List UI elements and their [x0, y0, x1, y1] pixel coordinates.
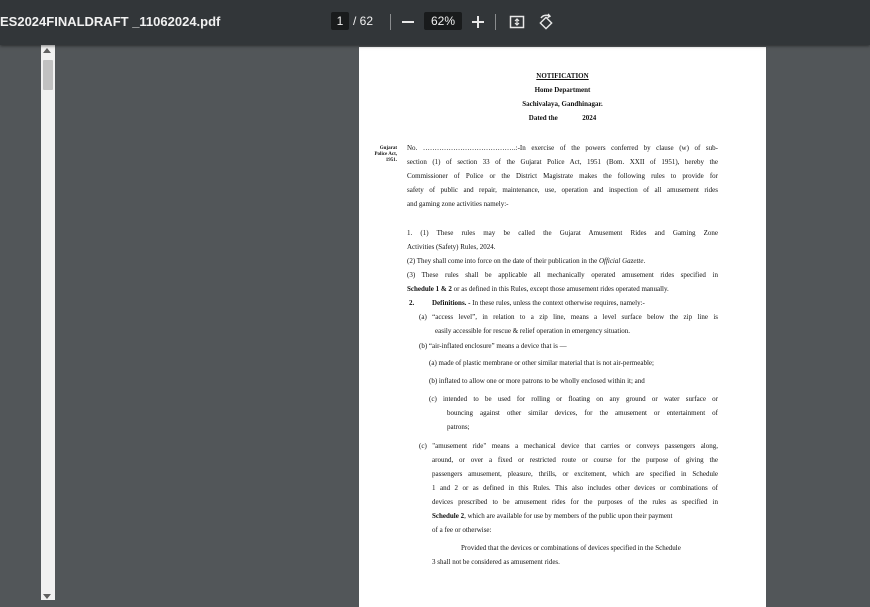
toolbar-divider: [390, 14, 391, 30]
dated-line: Dated the 2024: [528, 114, 597, 122]
definition-c-line: of a fee or otherwise:: [432, 526, 492, 534]
rule-1-line: 1. (1) These rules may be called the Gujarat Amusement Rides and Gaming Zone: [407, 229, 718, 237]
toolbar-divider: [495, 14, 496, 30]
definition-c-line: 1 and 2 or as defined in this Rules. This also includes other devices or combinations of: [432, 484, 718, 492]
zoom-in-icon[interactable]: [471, 12, 485, 32]
proviso-line: Provided that the devices or combinations of devices specified in the Schedule: [461, 544, 681, 552]
definitions-line: [432, 299, 645, 308]
definitions-number: 2.: [409, 299, 415, 307]
definition-c-line: (c) "amusement ride" means a mechanical device that carries or conveys passengers along,: [419, 442, 718, 450]
schedule-ref: Schedule 2: [432, 512, 465, 520]
rule-1-3-line: [407, 285, 669, 294]
scroll-up-arrow-icon[interactable]: [43, 48, 51, 53]
official-gazette-text: Official Gazette: [598, 257, 644, 265]
definition-a-line: (a) “access level”, in relation to a zip line, means a level surface below the zip line is: [419, 313, 718, 321]
page-number-input[interactable]: 1: [331, 12, 349, 30]
sidebar-scrollbar[interactable]: [41, 45, 55, 600]
rule-1-3-line: (3) These rules shall be applicable all mechanically operated amusement rides specified in: [407, 271, 718, 279]
scrollbar-thumb[interactable]: [43, 60, 53, 90]
pdf-toolbar: [0, 0, 870, 45]
rule-1-line: Activities (Safety) Rules, 2024.: [407, 243, 496, 251]
definition-b-item: (b) inflated to allow one or more patrons to be wholly enclosed within it; and: [429, 377, 645, 385]
definitions-heading: Definitions. -: [432, 299, 471, 307]
rule-1-2-line: [407, 257, 645, 266]
definition-c-line: around, or over a fixed or restricted route or course for the purpose of giving the: [432, 456, 718, 464]
rule-text: .: [643, 257, 646, 265]
page-total: / 62: [353, 14, 374, 28]
preamble-line: section (1) of section 33 of the Gujarat Police Act, 1951 (Bom. XXII of 1951), hereby the: [407, 158, 718, 166]
definition-b-item: (c) intended to be used for rolling or floating on any ground or water surface or: [429, 395, 718, 403]
preamble-line: No. ………………………………….:-In exercise of the powers conferred by clause (w) of sub-: [407, 144, 718, 152]
department-line: Home Department: [534, 86, 591, 94]
definition-b-item: bouncing against other similar devices, for the amusement or entertainment of: [447, 409, 718, 417]
definition-c-line: passengers amusement, pleasure, thrills, or excitement, which are specified in Schedule: [432, 470, 718, 478]
rotate-icon[interactable]: [537, 13, 555, 31]
notification-heading: NOTIFICATION: [536, 72, 589, 80]
definition-b-item: patrons;: [447, 423, 470, 431]
zoom-out-icon[interactable]: [401, 12, 415, 32]
rule-text: or as defined in this Rules, except those amusement rides operated manually.: [451, 285, 669, 293]
scroll-down-arrow-icon[interactable]: [43, 594, 51, 599]
proviso-line: 3 shall not be considered as amusement rides.: [432, 558, 560, 566]
document-title: ES2024FINALDRAFT _11062024.pdf: [0, 14, 221, 29]
definition-b-item: (a) made of plastic membrane or other similar material that is not air-permeable;: [429, 359, 654, 367]
definition-b-line: (b) “air-inflated enclosure” means a device that is —: [419, 342, 567, 350]
margin-note: Gujarat Police Act, 1951.: [374, 146, 397, 163]
definition-a-line: easily accessible for rescue & relief operation in emergency situation.: [435, 327, 631, 335]
preamble-line: Commissioner of Police or the District Magistrate makes the following rules to provide for: [407, 172, 718, 180]
pdf-page: [359, 47, 766, 607]
fit-page-icon[interactable]: [509, 14, 525, 30]
zoom-level-input[interactable]: 62%: [424, 12, 462, 30]
definition-c-line: [432, 512, 672, 521]
rule-text: (2) They shall come into force on the date of their publication in the: [407, 257, 599, 265]
definition-c-line: devices prescribed to be amusement rides for the purposes of the rules as specified in: [432, 498, 718, 506]
definition-text: , which are available for use by members of the public upon their payment: [464, 512, 673, 520]
definitions-text: In these rules, unless the context otherwise requires, namely:-: [470, 299, 645, 307]
schedule-ref: Schedule 1 & 2: [407, 285, 452, 293]
preamble-line: safety of public and repair, maintenance, use, operation and inspection of all amusement rides: [407, 186, 718, 194]
place-line: Sachivalaya, Gandhinagar.: [522, 100, 603, 108]
preamble-line: and gaming zone activities namely:-: [407, 200, 509, 208]
